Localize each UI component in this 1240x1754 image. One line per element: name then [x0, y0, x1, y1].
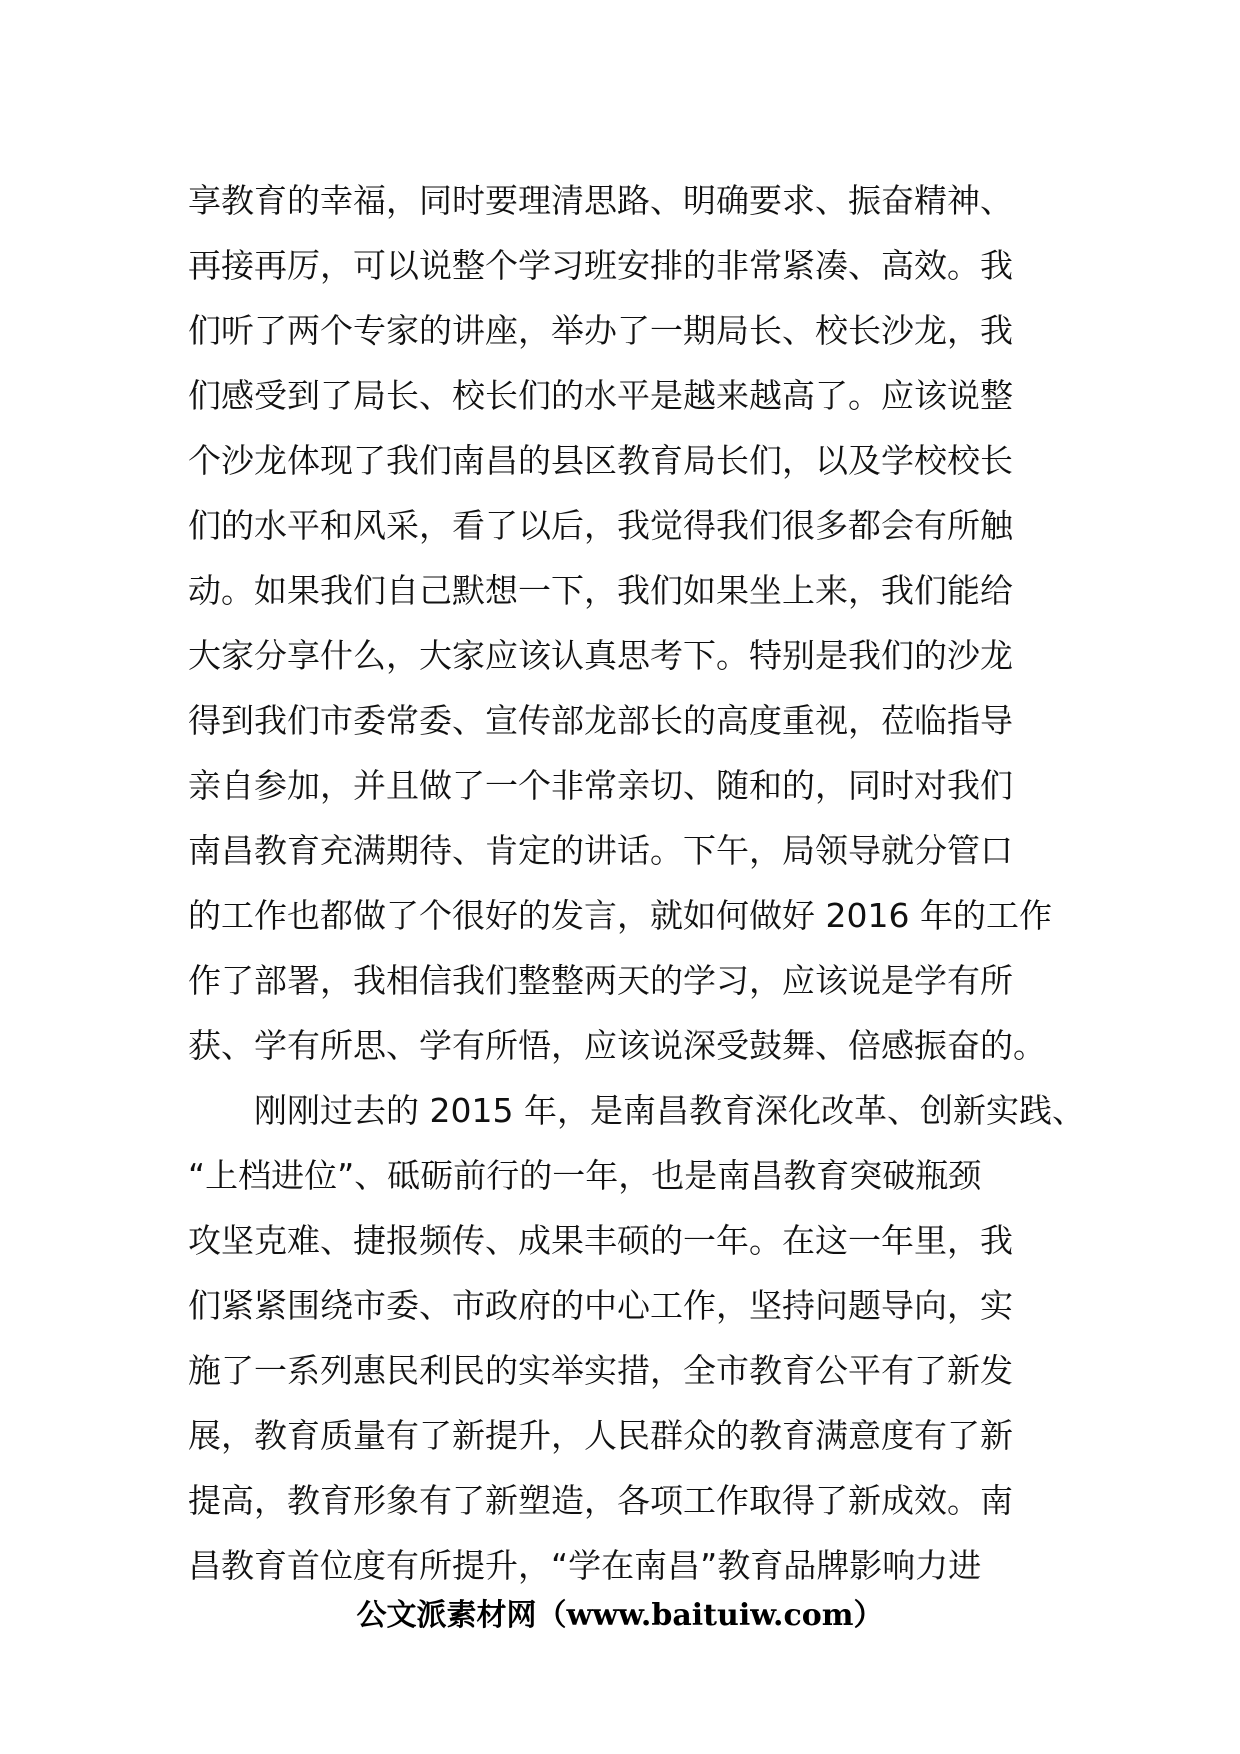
text-line: 获、学有所思、学有所悟，应该说深受鼓舞、倍感振奋的。	[188, 1026, 1046, 1065]
footer-watermark: 公文派素材网（www.baituiw.com）	[356, 1598, 884, 1633]
text-line: 提高，教育形象有了新塑造，各项工作取得了新成效。南	[188, 1481, 1013, 1520]
text-line: 个沙龙体现了我们南昌的县区教育局长们，以及学校校长	[188, 441, 1013, 480]
paragraph-start-line: 刚刚过去的 2015 年，是南昌教育深化改革、创新实践、	[254, 1091, 1085, 1130]
text-line: 昌教育首位度有所提升，“学在南昌”教育品牌影响力进	[188, 1546, 982, 1585]
text-line: 们感受到了局长、校长们的水平是越来越高了。应该说整	[188, 376, 1013, 415]
text-line: 们紧紧围绕市委、市政府的中心工作，坚持问题导向，实	[188, 1286, 1013, 1325]
text-line: 再接再厉，可以说整个学习班安排的非常紧凑、高效。我	[188, 246, 1013, 285]
text-line: 们听了两个专家的讲座，举办了一期局长、校长沙龙，我	[188, 311, 1013, 350]
text-line: 南昌教育充满期待、肯定的讲话。下午，局领导就分管口	[188, 831, 1013, 870]
text-line: 展，教育质量有了新提升，人民群众的教育满意度有了新	[188, 1416, 1013, 1455]
text-line: 们的水平和风采，看了以后，我觉得我们很多都会有所触	[188, 506, 1013, 545]
text-line: 动。如果我们自己默想一下，我们如果坐上来，我们能给	[188, 571, 1013, 610]
text-line: “上档进位”、砥砺前行的一年，也是南昌教育突破瓶颈	[188, 1156, 982, 1195]
text-line: 的工作也都做了个很好的发言，就如何做好 2016 年的工作	[188, 896, 1052, 935]
text-line: 施了一系列惠民利民的实举实措，全市教育公平有了新发	[188, 1351, 1013, 1390]
body-text	[188, 168, 1085, 1598]
text-line: 享教育的幸福，同时要理清思路、明确要求、振奋精神、	[188, 181, 1013, 220]
text-line: 亲自参加，并且做了一个非常亲切、随和的，同时对我们	[188, 766, 1013, 805]
text-line: 作了部署，我相信我们整整两天的学习，应该说是学有所	[188, 961, 1013, 1000]
text-line: 攻坚克难、捷报频传、成果丰硕的一年。在这一年里，我	[188, 1221, 1013, 1260]
text-line: 大家分享什么，大家应该认真思考下。特别是我们的沙龙	[188, 636, 1013, 675]
text-line: 得到我们市委常委、宣传部龙部长的高度重视，莅临指导	[188, 701, 1013, 740]
